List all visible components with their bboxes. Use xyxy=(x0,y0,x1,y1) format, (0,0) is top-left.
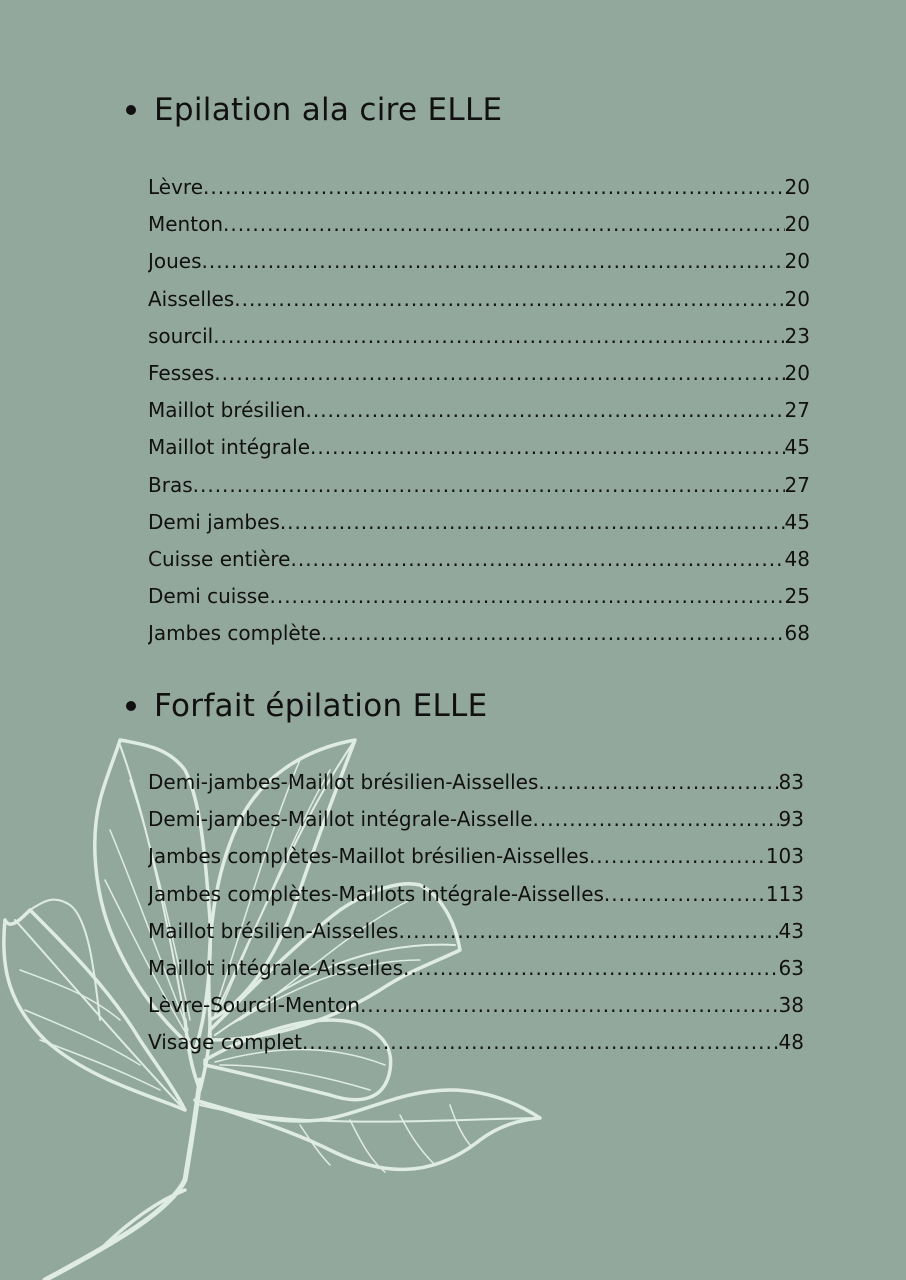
service-price: 23 xyxy=(784,323,810,348)
dot-leader xyxy=(398,913,778,950)
section-title-wax-epilation xyxy=(126,92,502,128)
price-row xyxy=(148,318,810,355)
dot-leader xyxy=(214,355,784,392)
service-label: Maillot intégrale-Aisselles xyxy=(148,955,404,980)
service-price: 20 xyxy=(784,286,810,311)
price-row xyxy=(148,281,810,318)
price-row xyxy=(148,801,804,838)
service-price: 20 xyxy=(784,249,810,274)
price-row xyxy=(148,913,804,950)
service-label: Maillot intégrale xyxy=(148,435,311,460)
service-price: 63 xyxy=(778,955,804,980)
price-row xyxy=(148,504,810,541)
epilation-package-price-list xyxy=(148,764,804,1062)
dot-leader xyxy=(223,206,785,243)
service-price: 20 xyxy=(784,212,810,237)
price-row xyxy=(148,838,804,875)
dot-leader xyxy=(202,243,785,280)
service-label: Demi-jambes-Maillot brésilien-Aisselles xyxy=(148,770,539,794)
bullet-icon xyxy=(126,701,136,711)
service-label: Demi-jambes-Maillot intégrale-Aisselle xyxy=(148,807,533,832)
dot-leader xyxy=(310,429,785,466)
service-label: Visage complet xyxy=(148,1030,302,1055)
service-label: Jambes complètes-Maillots intégrale-Aisselles xyxy=(148,881,604,906)
service-price: 38 xyxy=(778,993,804,1018)
service-label: Joues xyxy=(148,249,202,274)
service-price: 25 xyxy=(784,584,810,609)
service-label: Lèvre-Sourcil-Menton xyxy=(148,993,360,1018)
price-row xyxy=(148,764,804,801)
price-row xyxy=(148,615,810,652)
service-label: Bras xyxy=(148,472,193,497)
bullet-icon xyxy=(126,105,136,115)
price-row xyxy=(148,578,810,615)
price-row xyxy=(148,169,810,206)
dot-leader xyxy=(302,1024,779,1061)
dot-leader xyxy=(193,467,785,504)
service-price: 45 xyxy=(784,435,810,460)
dot-leader xyxy=(403,950,779,987)
service-label: Aisselles xyxy=(148,286,235,311)
service-price: 103 xyxy=(765,844,804,869)
dot-leader xyxy=(589,838,766,875)
service-price: 68 xyxy=(784,621,810,646)
service-label: Fesses xyxy=(148,360,215,385)
service-price: 48 xyxy=(778,1030,804,1055)
service-label: Demi jambes xyxy=(148,509,280,534)
dot-leader xyxy=(280,504,785,541)
price-row xyxy=(148,467,810,504)
section-title-text: Forfait épilation ELLE xyxy=(154,688,488,724)
price-row xyxy=(148,243,810,280)
service-label: Maillot brésilien-Aisselles xyxy=(148,918,399,943)
service-price: 83 xyxy=(778,770,804,794)
price-row xyxy=(148,392,810,429)
section-title-epilation-package xyxy=(126,688,488,724)
dot-leader xyxy=(533,801,779,838)
dot-leader xyxy=(234,281,784,318)
price-row xyxy=(148,876,804,913)
price-row xyxy=(148,987,804,1024)
price-row xyxy=(148,950,804,987)
service-price: 45 xyxy=(784,509,810,534)
service-price: 27 xyxy=(784,398,810,423)
dot-leader xyxy=(290,541,784,578)
wax-epilation-price-list xyxy=(148,169,810,652)
service-label: Demi cuisse xyxy=(148,584,270,609)
dot-leader xyxy=(538,764,778,801)
service-price: 93 xyxy=(778,807,804,832)
section-title-text: Epilation ala cire ELLE xyxy=(154,92,503,128)
dot-leader xyxy=(269,578,784,615)
service-label: Jambes complète xyxy=(148,621,321,646)
service-price: 113 xyxy=(765,881,804,906)
price-row xyxy=(148,541,810,578)
price-row xyxy=(148,355,810,392)
service-price: 20 xyxy=(784,175,810,199)
service-price: 48 xyxy=(784,546,810,571)
price-row xyxy=(148,206,810,243)
service-price: 20 xyxy=(784,360,810,385)
dot-leader xyxy=(360,987,779,1024)
service-label: Cuisse entière xyxy=(148,546,291,571)
dot-leader xyxy=(321,615,785,652)
dot-leader xyxy=(305,392,784,429)
dot-leader xyxy=(203,169,785,206)
dot-leader xyxy=(213,318,784,355)
service-label: Menton xyxy=(148,212,223,237)
dot-leader xyxy=(604,876,766,913)
service-label: Maillot brésilien xyxy=(148,398,306,423)
service-price: 43 xyxy=(778,918,804,943)
price-row xyxy=(148,1024,804,1061)
service-label: Lèvre xyxy=(148,175,204,199)
service-label: sourcil xyxy=(148,323,214,348)
service-label: Jambes complètes-Maillot brésilien-Aisselles xyxy=(148,844,589,869)
service-price: 27 xyxy=(784,472,810,497)
price-row xyxy=(148,429,810,466)
